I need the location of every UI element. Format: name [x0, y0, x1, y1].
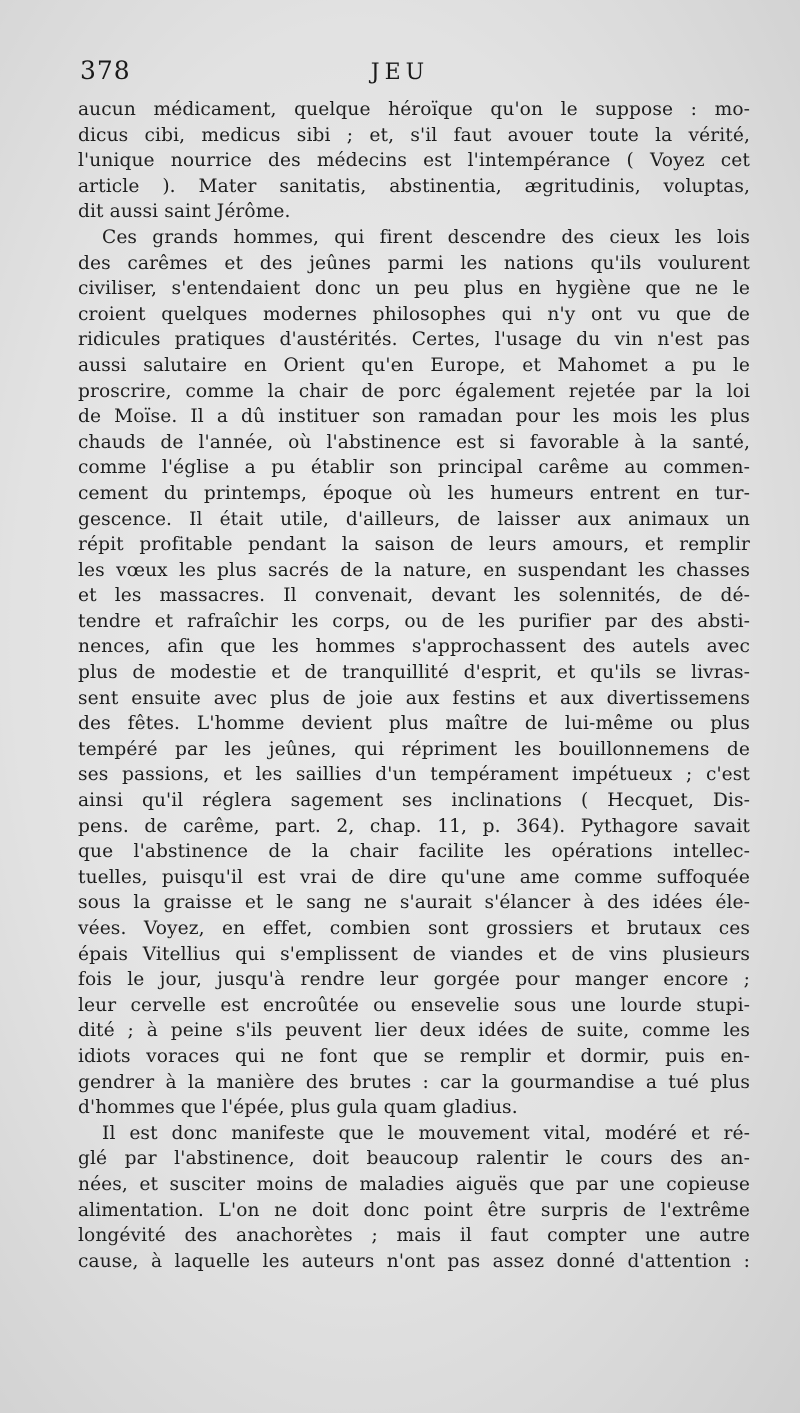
text-line: ses passions, et les saillies d'un tempérament impétueux ; c'est [78, 764, 750, 786]
text-line: leur cervelle est encroûtée ou ensevelie sous une lourde stupi- [78, 994, 750, 1016]
text-line: plus de modestie et de tranquillité d'esprit, et qu'ils se livras- [78, 662, 750, 684]
text-line: Il est donc manifeste que le mouvement vital, modéré et ré- [102, 1122, 750, 1144]
text-line: les vœux les plus sacrés de la nature, en suspendant les chasses [78, 559, 750, 581]
text-line: chauds de l'année, où l'abstinence est si favorable à la santé, [78, 431, 750, 453]
text-line: aucun médicament, quelque héroïque qu'on le suppose : mo- [78, 99, 750, 120]
text-line: dit aussi saint Jérôme. [78, 201, 291, 223]
text-line: tempéré par les jeûnes, qui répriment les bouillonnemens de [78, 738, 750, 760]
running-title: JEU [370, 60, 430, 85]
text-line: glé par l'abstinence, doit beaucoup ralentir le cours des an- [78, 1148, 750, 1170]
text-line: sous la graisse et le sang ne s'aurait s'élancer à des idées éle- [78, 892, 750, 914]
text-line: nées, et susciter moins de maladies aiguës que par une copieuse [78, 1173, 750, 1195]
text-line: des fêtes. L'homme devient plus maître de lui-même ou plus [78, 713, 750, 735]
page-number: 378 [80, 56, 131, 85]
text-line: longévité des anachorètes ; mais il faut compter une autre [78, 1225, 750, 1247]
text-line: dité ; à peine s'ils peuvent lier deux idées de suite, comme les [78, 1020, 750, 1042]
text-line: tuelles, puisqu'il est vrai de dire qu'une ame comme suffoquée [78, 866, 750, 888]
text-line: tendre et rafraîchir les corps, ou de les purifier par des absti- [78, 610, 750, 632]
text-line: alimentation. L'on ne doit donc point être surpris de l'extrême [78, 1199, 750, 1221]
text-line: fois le jour, jusqu'à rendre leur gorgée pour manger encore ; [78, 969, 750, 991]
text-line: ridicules pratiques d'austérités. Certes, l'usage du vin n'est pas [78, 329, 750, 351]
text-line: épais Vitellius qui s'emplissent de viandes et de vins plusieurs [78, 943, 750, 965]
text-line: l'unique nourrice des médecins est l'intempérance ( Voyez cet [78, 150, 750, 172]
text-line: ainsi qu'il réglera sagement ses inclinations ( Hecquet, Dis- [78, 790, 750, 812]
text-line: d'hommes que l'épée, plus gula quam gladius. [78, 1097, 518, 1119]
text-line: aussi salutaire en Orient qu'en Europe, et Mahomet a pu le [78, 354, 750, 376]
text-line: proscrire, comme la chair de porc également rejetée par la loi [78, 380, 750, 402]
text-line: croient quelques modernes philosophes qui n'y ont vu que de [78, 303, 750, 325]
text-line: comme l'église a pu établir son principal carême au commen- [78, 457, 750, 479]
text-line: Ces grands hommes, qui firent descendre des cieux les lois [102, 226, 750, 248]
text-line: dicus cibi, medicus sibi ; et, s'il faut avouer toute la vérité, [78, 124, 750, 146]
text-line: sent ensuite avec plus de joie aux festins et aux divertissemens [78, 687, 750, 709]
text-line: pens. de carême, part. 2, chap. 11, p. 364). Pythagore savait [78, 815, 750, 837]
text-line: cement du printemps, époque où les humeurs entrent en tur- [78, 482, 750, 504]
text-line: civiliser, s'entendaient donc un peu plus en hygiène que ne le [78, 278, 750, 300]
text-line: idiots voraces qui ne font que se remplir et dormir, puis en- [78, 1045, 750, 1067]
text-line: gescence. Il était utile, d'ailleurs, de laisser aux animaux un [78, 508, 750, 530]
text-line: vées. Voyez, en effet, combien sont grossiers et brutaux ces [78, 918, 750, 939]
text-line: nences, afin que les hommes s'approchassent des autels avec [78, 636, 750, 658]
text-line: des carêmes et des jeûnes parmi les nations qu'ils voulurent [78, 252, 750, 274]
text-line: de Moïse. Il a dû instituer son ramadan pour les mois les plus [78, 406, 750, 428]
body-text [78, 97, 750, 1274]
text-line: répit profitable pendant la saison de leurs amours, et remplir [78, 534, 750, 556]
text-line: que l'abstinence de la chair facilite les opérations intellec- [78, 841, 750, 863]
text-line: et les massacres. Il convenait, devant les solennités, de dé- [78, 585, 750, 607]
text-line: article ). Mater sanitatis, abstinentia, ægritudinis, voluptas, [78, 175, 750, 197]
text-line: gendrer à la manière des brutes : car la gourmandise a tué plus [78, 1071, 750, 1093]
text-line: cause, à laquelle les auteurs n'ont pas assez donné d'attention : [78, 1250, 750, 1272]
